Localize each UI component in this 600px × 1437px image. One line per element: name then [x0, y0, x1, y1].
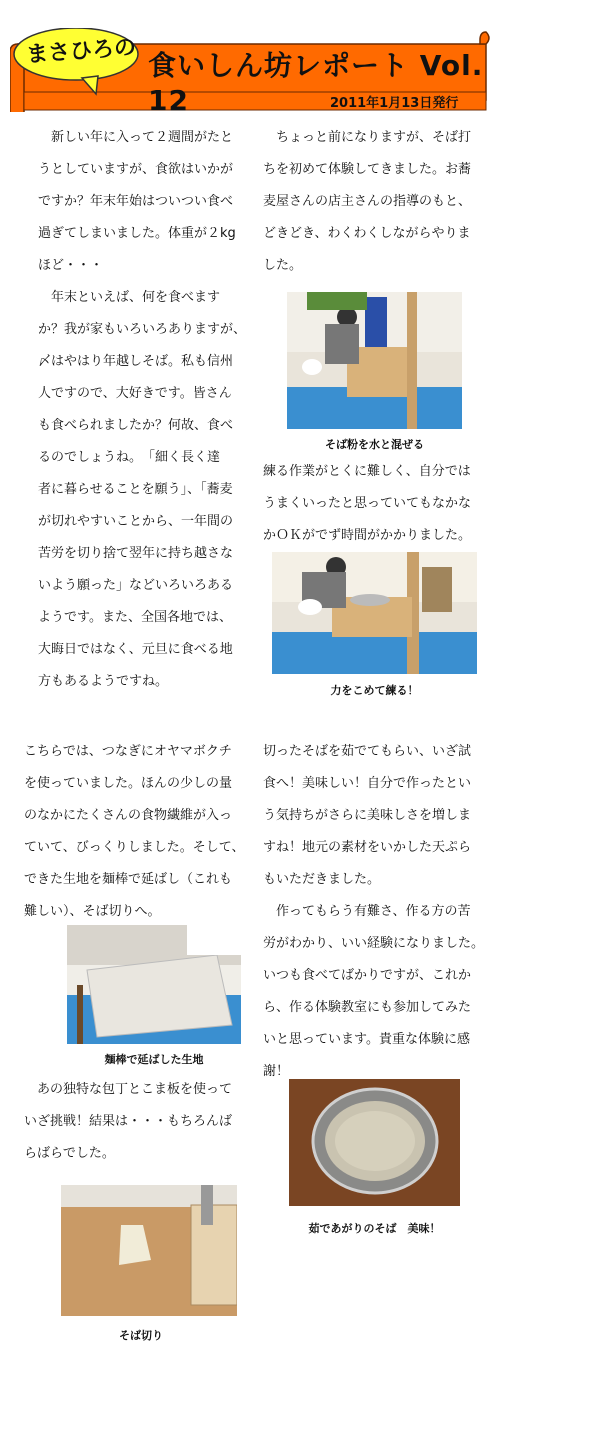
right-column-text-1a: ちょっと前になりますが、そば打 ちを初めて体験してきました。お蕎 麦屋さんの店主さんの指導のもと、 どきどき、わくわくしながらやりま した。: [263, 130, 472, 273]
issue-date: 2011年1月13日発行: [330, 96, 459, 111]
logo-text: まさひろの: [25, 35, 137, 68]
left-column-text-2a: こちらでは、つなぎにオヤマボクチ を使っていました。ほんの少しの量 のなかにたくさんの食物繊維が入っ ていて、びっくりしました。そして、 できた生地を麺棒で延ばし（これも 難しい）、そば切りへ。: [24, 744, 245, 919]
caption-photo-3: 麺棒で延ばした生地: [104, 1053, 204, 1066]
right-column-text-2: 切ったそばを茹でてもらい、いざ試 食へ！美味しい！自分で作ったとい う気持ちがさらに美味しさを増しま すね！地元の素材をいかした天ぷら もいただきました。 作ってもらう有難さ、作る方の苦 労がわかり、いい経験になりました。 いつも食べてばかりですが、これか ら、作る体験教室にも参加してみた いと思っています。貴重な体験に感 謝！: [263, 744, 485, 1079]
right-column-text-1b: 練る作業がとくに難しく、自分では うまくいったと思っていてもなかな かＯＫがでず時間がかかりました。: [263, 464, 472, 543]
photo-soba-cutting: [61, 1185, 237, 1316]
caption-photo-2: 力をこめて練る！: [330, 684, 419, 697]
caption-photo-1: そば粉を水と混ぜる: [325, 438, 424, 451]
left-column-text-1: 新しい年に入って２週間がたと うとしていますが、食欲はいかが ですか？年末年始はついつい食べ 過ぎてしまいました。体重が２kg ほど・・・ 年末といえば、何を食べます か？我が家もいろいろありますが、 〆はやはり年越しそば。私も信州 人ですので、大好きです。皆さん も食べられましたか？何故、食べ るのでしょうね。 「細く長く達 者に暮らせることを願う」、「蕎麦 が切れやすいことから、一年間の 苦労を切り捨て翌年に持ち越さな いよう願った」などいろいろある ようです。また、全国各地では、 大晦日ではなく、元旦に食べる地 方もあるようですね。: [38, 130, 247, 689]
photo-mixing-flour: [287, 292, 462, 429]
photo-rolled-dough: [67, 925, 241, 1044]
caption-photo-5: そば切り: [119, 1329, 163, 1342]
caption-photo-4: 茹であがりのそば 美味！: [308, 1222, 441, 1235]
page-title: 食いしん坊レポート Vol. 12: [148, 49, 484, 117]
photo-kneading: [272, 552, 477, 674]
left-column-text-2b: あの独特な包丁とこま板を使って いざ挑戦！結果は・・・もちろんば らばらでした。: [24, 1082, 233, 1161]
photo-boiled-soba: [289, 1079, 460, 1206]
header-banner: [10, 28, 492, 117]
